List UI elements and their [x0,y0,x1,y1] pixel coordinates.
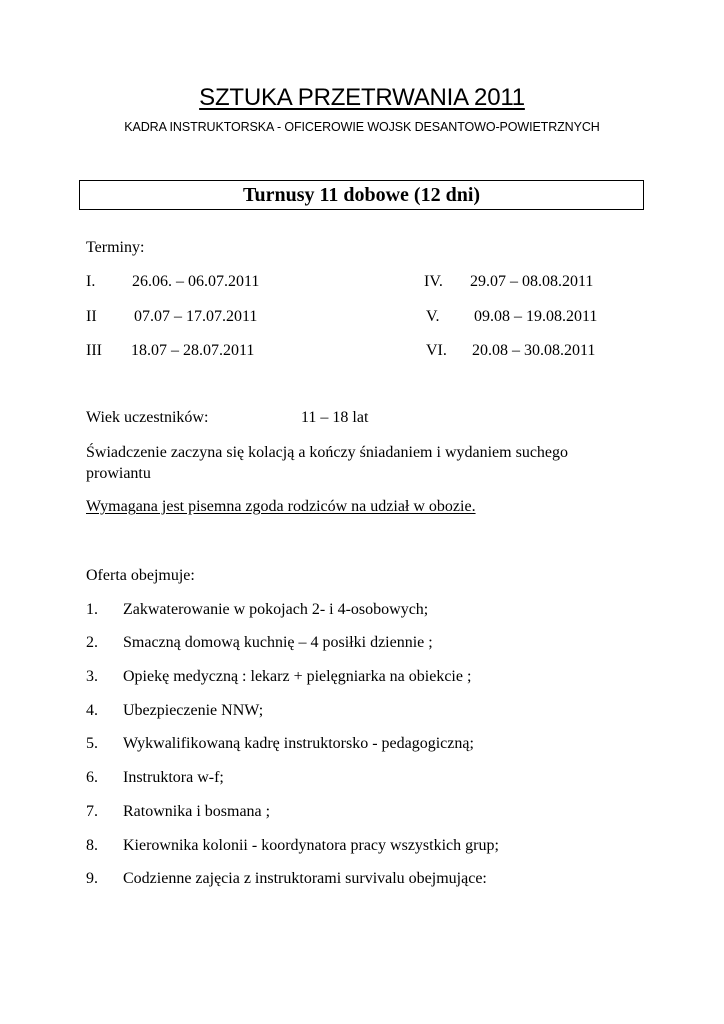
offer-item: Kierownika kolonii - koordynatora pracy wszystkich grup; [123,837,499,854]
term-roman: V. [426,308,440,325]
term-roman: III [86,342,102,359]
consent-text: Wymagana jest pisemna zgoda rodziców na udział w obozie. [86,498,476,515]
offer-item: Ubezpieczenie NNW; [123,702,264,719]
age-label: Wiek uczestników: [86,409,209,426]
term-roman: II [86,308,97,325]
offer-item: Ratownika i bosmana ; [123,803,271,820]
turnus-box-text: Turnusy 11 dobowe (12 dni) [242,184,481,206]
terms-label: Terminy: [86,239,145,256]
offer-num: 5. [86,735,98,752]
offer-item: Smaczną domową kuchnię – 4 posiłki dziennie ; [123,634,433,651]
offer-num: 7. [86,803,98,820]
offer-num: 4. [86,702,98,719]
term-roman: VI. [426,342,447,359]
offer-item: Zakwaterowanie w pokojach 2- i 4-osobowych; [123,601,429,618]
term-dates: 20.08 – 30.08.2011 [472,342,596,359]
term-dates: 07.07 – 17.07.2011 [134,308,258,325]
offer-item: Opiekę medyczną : lekarz + pielęgniarka na obiekcie ; [123,668,472,685]
offer-label: Oferta obejmuje: [86,567,195,584]
offer-item: Wykwalifikowaną kadrę instruktorsko - pedagogiczną; [123,735,474,752]
term-dates: 29.07 – 08.08.2011 [470,273,594,290]
offer-item: Codzienne zajęcia z instruktorami survivalu obejmujące: [123,870,487,887]
term-dates: 18.07 – 28.07.2011 [131,342,255,359]
age-value: 11 – 18 lat [301,409,369,426]
page-subtitle: KADRA INSTRUKTORSKA - OFICEROWIE WOJSK DESANTOWO-POWIETRZNYCH [124,120,600,134]
offer-num: 3. [86,668,98,685]
term-dates: 26.06. – 06.07.2011 [132,273,260,290]
offer-num: 6. [86,769,98,786]
offer-num: 9. [86,870,98,887]
page-title: SZTUKA PRZETRWANIA 2011 [199,84,525,111]
term-roman: I. [86,273,96,290]
service-text: Świadczenie zaczyna się kolacją a kończy śniadaniem i wydaniem suchego prowiantu [86,444,569,482]
term-roman: IV. [424,273,443,290]
offer-num: 2. [86,634,98,651]
turnus-box [79,180,644,210]
offer-num: 1. [86,601,98,618]
term-dates: 09.08 – 19.08.2011 [474,308,598,325]
offer-item: Instruktora w-f; [123,769,224,786]
offer-num: 8. [86,837,98,854]
